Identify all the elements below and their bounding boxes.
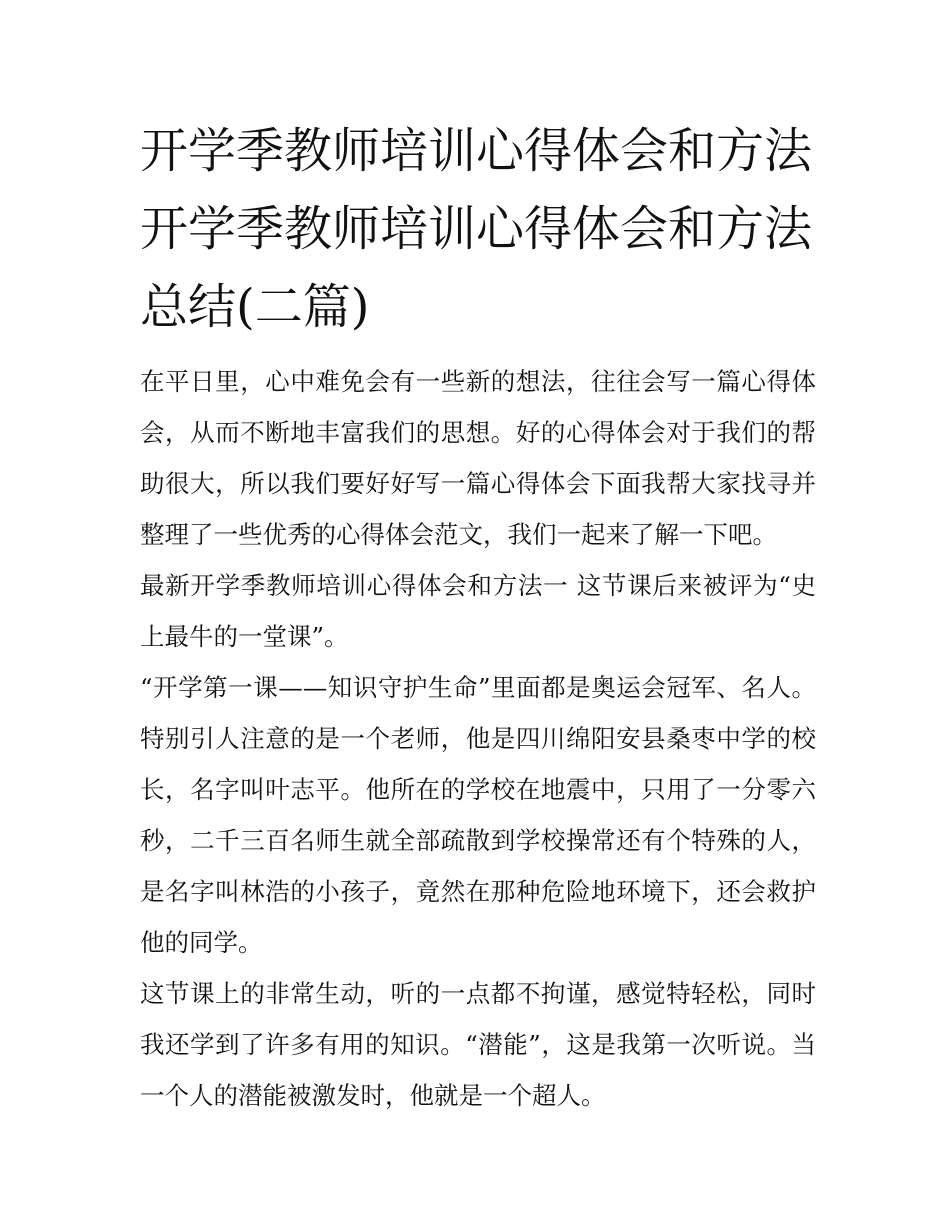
paragraph-article-one-opening: 最新开学季教师培训心得体会和方法一 这节课后来被评为“史上最牛的一堂课”。: [140, 571, 816, 651]
document-title: 开学季教师培训心得体会和方法 开学季教师培训心得体会和方法总结(二篇): [140, 123, 813, 335]
paragraph-first-lesson: “开学第一课——知识守护生命”里面都是奥运会冠军、名人。特别引人注意的是一个老师，他是四川绵阳安县桑枣中学的校长，名字叫叶志平。他所在的学校在地震中，只用了一分零六秒，二千三百名师生就全部疏散到学校操常还有个特殊的人，是名字叫林浩的小孩子，竟然在那种危险地环境下，还会救护他的同学。: [140, 673, 816, 957]
document-page: [140, 112, 816, 1121]
paragraph-potential: 这节课上的非常生动，听的一点都不拘谨，感觉特轻松，同时我还学到了许多有用的知识。“潜能”，这是我第一次听说。当一个人的潜能被激发时，他就是一个超人。: [140, 979, 816, 1110]
paragraph-intro: 在平日里，心中难免会有一些新的想法，往往会写一篇心得体会，从而不断地丰富我们的思想。好的心得体会对于我们的帮助很大，所以我们要好好写一篇心得体会下面我帮大家找寻并整理了一些优秀的心得体会范文，我们一起来了解一下吧。: [140, 367, 816, 549]
